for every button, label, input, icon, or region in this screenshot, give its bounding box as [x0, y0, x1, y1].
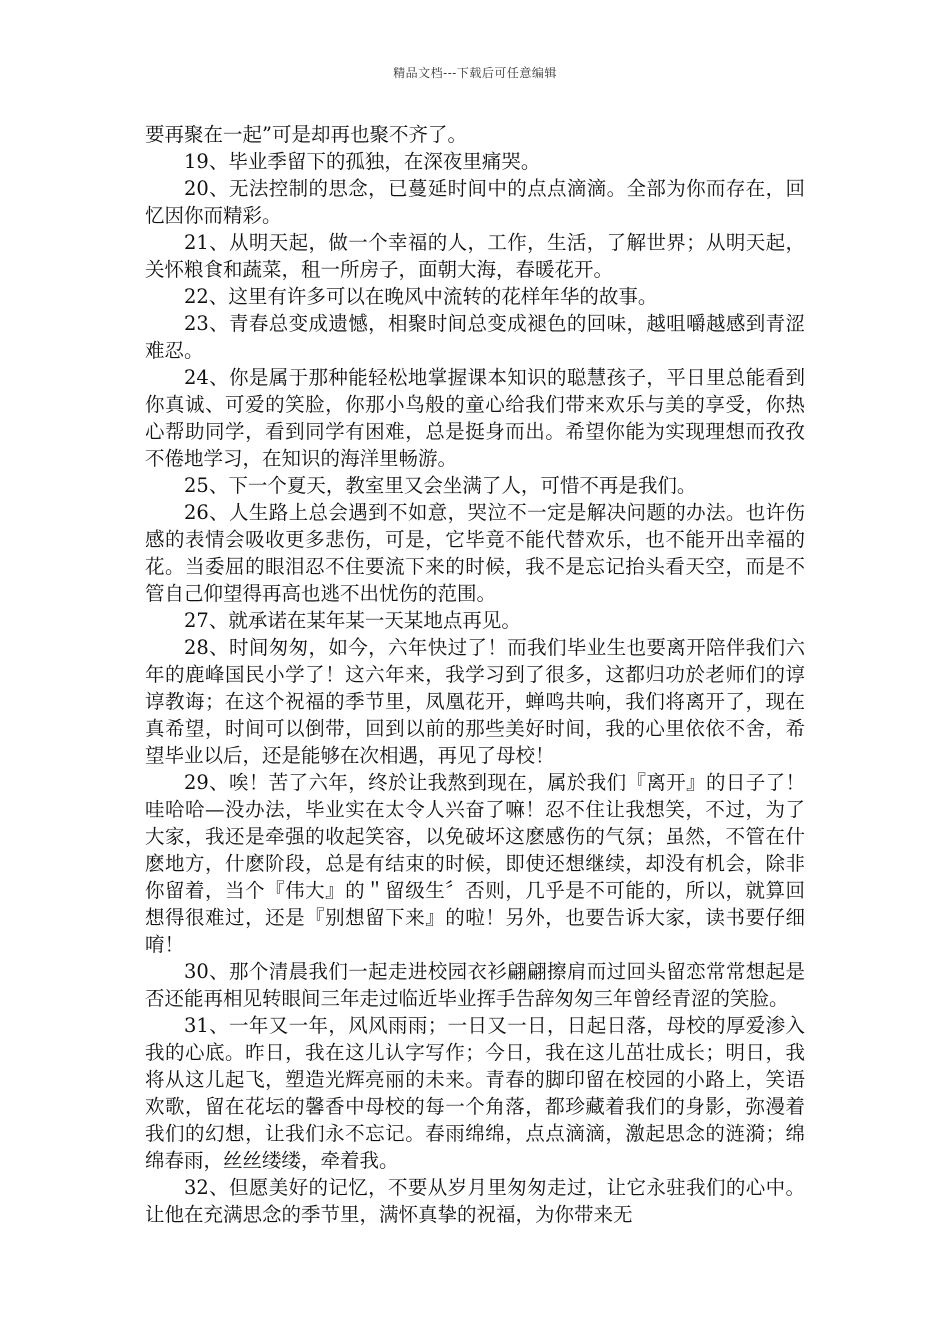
paragraph-29: 29、唉！苦了六年，终於让我熬到现在，属於我们『离开』的日子了！哇哈哈—没办法，毕业实在太令人兴奋了嘛！忍不住让我想笑，不过，为了大家，我还是牵强的收起笑容，以免破坏这麽感伤的气氛；虽然，不管在什麽地方，什麽阶段，总是有结束的时候，即使还想继续，却没有机会，除非你留着，当个『伟大』的＂留级生〞否则，几乎是不可能的，所以，就算回想得很难过，还是『别想留下来』的啦！另外，也要告诉大家，读书要仔细唷！: [145, 771, 805, 956]
paragraph-27: 27、就承诺在某年某一天某地点再见。: [184, 609, 521, 632]
paragraph-28: 28、时间匆匆，如今，六年快过了！而我们毕业生也要离开陪伴我们六年的鹿峰国民小学了！这六年来，我学习到了很多，这都归功於老师们的谆谆教诲；在这个祝福的季节里，凤凰花开，蝉鸣共响，我们将离开了，现在真希望，时间可以倒带，回到以前的那些美好时间，我的心里依依不舍，希望毕业以后，还是能够在次相遇，再见了母校！: [145, 636, 805, 767]
paragraph-26: 26、人生路上总会遇到不如意，哭泣不一定是解决问题的办法。也许伤感的表情会吸收更多悲伤，可是，它毕竟不能代替欢乐，也不能开出幸福的花。当委屈的眼泪忍不住要流下来的时候，我不是忘记抬头看天空，而是不管自己仰望得再高也逃不出忧伤的范围。: [145, 501, 805, 605]
paragraph-20: 20、无法控制的思念，已蔓延时间中的点点滴滴。全部为你而存在，回忆因你而精彩。: [145, 177, 805, 227]
paragraph-30: 30、那个清晨我们一起走进校园衣衫翩翩擦肩而过回头留恋常常想起是否还能再相见转眼间三年走过临近毕业挥手告辞匆匆三年曾经青涩的笑脸。: [145, 960, 805, 1010]
paragraph-continuation: 要再聚在一起”可是却再也聚不齐了。: [145, 123, 467, 146]
paragraph-21: 21、从明天起，做一个幸福的人，工作，生活，了解世界；从明天起，关怀粮食和蔬菜，租一所房子，面朝大海，春暖花开。: [145, 231, 805, 281]
paragraph-23: 23、青春总变成遗憾，相聚时间总变成褪色的回味，越咀嚼越感到青涩难忍。: [145, 312, 805, 362]
document-body: [145, 121, 805, 1228]
page-header: 精品文档---下载后可任意编辑: [393, 66, 557, 80]
paragraph-25: 25、下一个夏天，教室里又会坐满了人，可惜不再是我们。: [184, 474, 697, 497]
paragraph-24: 24、你是属于那种能轻松地掌握课本知识的聪慧孩子，平日里总能看到你真诚、可爱的笑脸，你那小鸟般的童心给我们带来欢乐与美的享受，你热心帮助同学，看到同学有困难，总是挺身而出。希望你能为实现理想而孜孜不倦地学习，在知识的海洋里畅游。: [145, 366, 805, 470]
paragraph-32: 32、但愿美好的记忆，不要从岁月里匆匆走过，让它永驻我们的心中。让他在充满思念的季节里，满怀真挚的祝福，为你带来无: [145, 1176, 805, 1226]
paragraph-22: 22、这里有许多可以在晚风中流转的花样年华的故事。: [184, 285, 658, 308]
paragraph-19: 19、毕业季留下的孤独，在深夜里痛哭。: [184, 150, 541, 173]
paragraph-31: 31、一年又一年，风风雨雨；一日又一日，日起日落，母校的厚爱渗入我的心底。昨日，我在这儿认字写作；今日，我在这儿茁壮成长；明日，我将从这儿起飞，塑造光辉亮丽的未来。青春的脚印留在校园的小路上，笑语欢歌，留在花坛的馨香中母校的每一个角落，都珍藏着我们的身影，弥漫着我们的幻想，让我们永不忘记。春雨绵绵，点点滴滴，激起思念的涟漪；绵绵春雨，丝丝缕缕，牵着我。: [145, 1014, 805, 1172]
